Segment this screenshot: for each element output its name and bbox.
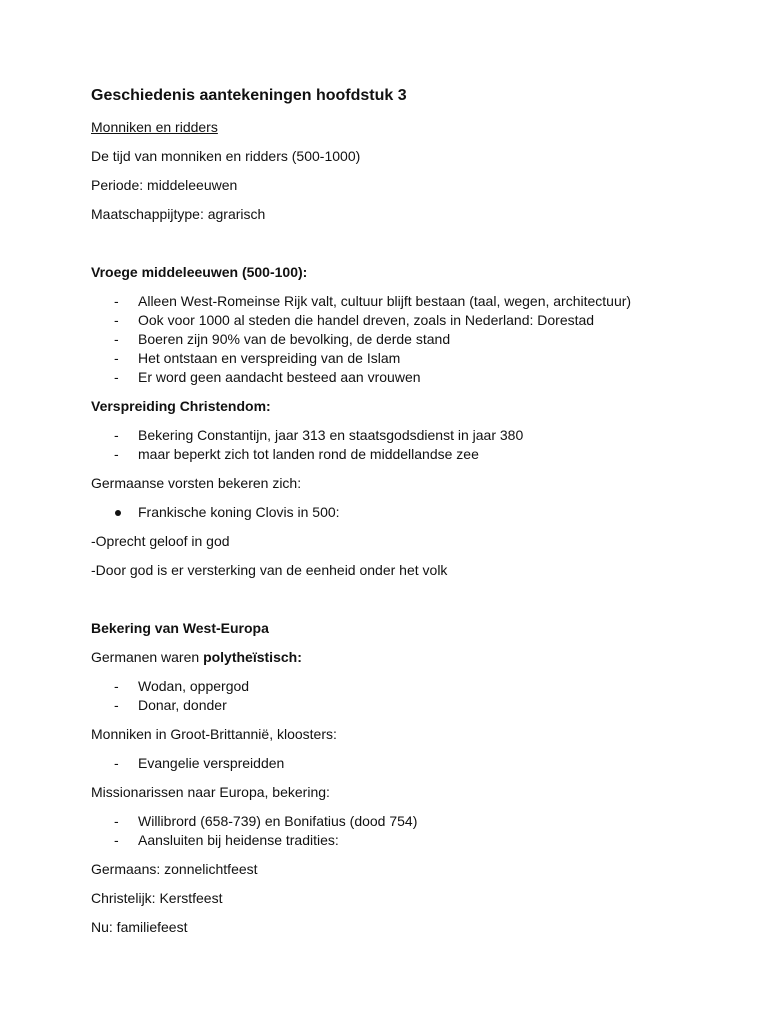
dash-marker: -	[114, 369, 119, 385]
list-item: - Aansluiten bij heidense tradities:	[114, 832, 339, 848]
list-item: - Ook voor 1000 al steden die handel dreven, zoals in Nederland: Dorestad	[114, 312, 595, 328]
dash-marker: -	[114, 755, 119, 771]
dash-marker: -	[114, 331, 119, 347]
bekering-heading: Bekering van West-Europa	[91, 620, 269, 636]
gods-list	[91, 677, 711, 715]
vroege-heading: Vroege middeleeuwen (500-100):	[91, 264, 308, 280]
list-item: - Er word geen aandacht besteed aan vrouwen	[114, 369, 421, 385]
missionaries-list	[91, 812, 711, 850]
germaanse-line: Germaanse vorsten bekeren zich:	[91, 475, 302, 491]
dash-marker: -	[114, 350, 119, 366]
bullet-item: Frankische koning Clovis in 500:	[91, 503, 711, 522]
vroege-list	[91, 292, 711, 387]
dash-marker: -	[114, 312, 119, 328]
dash-marker: -	[114, 697, 119, 713]
feast-line: Nu: familiefeest	[91, 919, 188, 935]
verspreiding-heading: Verspreiding Christendom:	[91, 398, 271, 414]
list-item: - Wodan, oppergod	[114, 678, 250, 694]
feast-line: Christelijk: Kerstfeest	[91, 890, 223, 906]
list-item: - Het ontstaan en verspreiding van de Islam	[114, 350, 401, 366]
feast-line: Germaans: zonnelichtfeest	[91, 861, 258, 877]
verspreiding-list	[91, 426, 711, 464]
dash-marker: -	[114, 293, 119, 309]
missionaries-line: Missionarissen naar Europa, bekering:	[91, 784, 330, 800]
dash-marker: -	[114, 427, 119, 443]
intro-line: Periode: middeleeuwen	[91, 177, 238, 193]
section-heading: Monniken en ridders	[91, 119, 218, 135]
note-line: -Door god is er versterking van de eenheid onder het volk	[91, 562, 448, 578]
dash-marker: -	[114, 832, 119, 848]
list-item: - Evangelie verspreidden	[114, 755, 285, 771]
dash-marker: -	[114, 446, 119, 462]
list-item: - Donar, donder	[114, 697, 227, 713]
bullet-dot-icon	[115, 510, 121, 516]
document-title: Geschiedenis aantekeningen hoofdstuk 3	[91, 87, 407, 104]
intro-line: Maatschappijtype: agrarisch	[91, 206, 266, 222]
polytheism-line: Germanen waren polytheïstisch:	[91, 649, 302, 665]
list-item: - Bekering Constantijn, jaar 313 en staatsgodsdienst in jaar 380	[114, 427, 524, 443]
list-item: - Willibrord (658-739) en Bonifatius (dood 754)	[114, 813, 418, 829]
dash-marker: -	[114, 813, 119, 829]
list-item: - maar beperkt zich tot landen rond de middellandse zee	[114, 446, 479, 462]
list-item: - Boeren zijn 90% van de bevolking, de derde stand	[114, 331, 451, 347]
monks-line: Monniken in Groot-Brittannië, kloosters:	[91, 726, 337, 742]
list-item: - Alleen West-Romeinse Rijk valt, cultuur blijft bestaan (taal, wegen, architectuur)	[114, 293, 632, 309]
intro-line: De tijd van monniken en ridders (500-1000)	[91, 148, 361, 164]
note-line: -Oprecht geloof in god	[91, 533, 230, 549]
document-body	[91, 86, 711, 937]
monks-list	[91, 754, 711, 773]
dash-marker: -	[114, 678, 119, 694]
